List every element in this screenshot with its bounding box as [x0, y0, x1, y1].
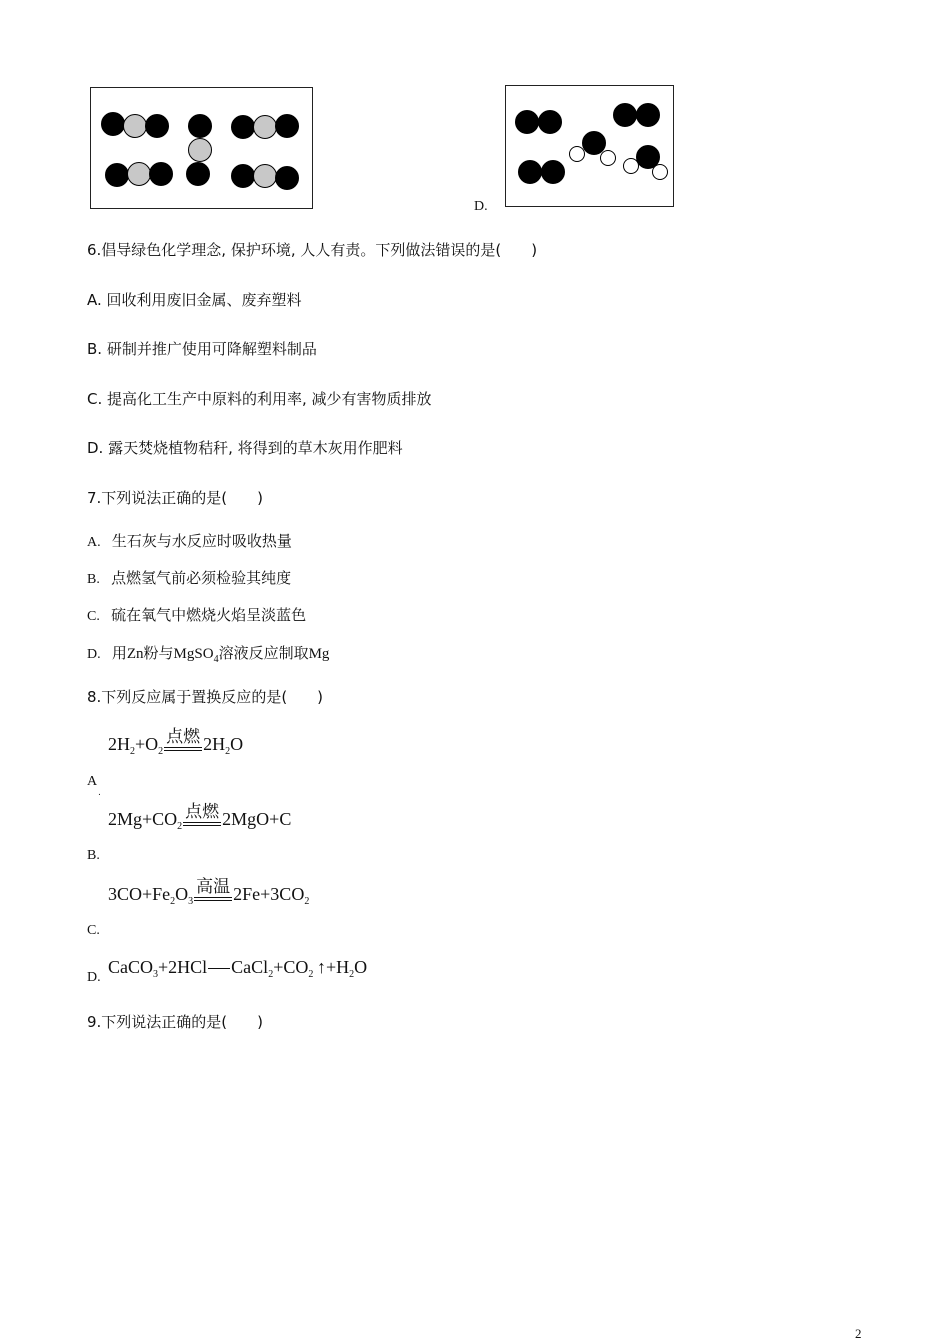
question-6-stem: 6.倡导绿色化学理念, 保护环境, 人人有责。下列做法错误的是( ) [87, 241, 538, 259]
page-number: 2 [855, 1326, 862, 1341]
equation-d: CaCO$_3$+2HCl $CaCl_2+CO_2$ $↑+H_2O$ [108, 957, 368, 980]
option-text: 用Zn粉与MgSO$_4$溶液反应制取Mg [111, 646, 330, 665]
question-9-stem: 9.下列说法正确的是( ) [87, 1013, 264, 1031]
stray-dot: . [98, 788, 101, 798]
question-8-option-b-letter: B. [87, 848, 100, 863]
question-8-option-c-letter: C. [87, 923, 100, 938]
question-6-option-c: C. 提高化工生产中原料的利用率, 减少有害物质排放 [87, 390, 432, 408]
option-letter: D. [87, 647, 101, 662]
question-8-stem: 8.下列反应属于置换反应的是( ) [87, 688, 324, 706]
option-letter: A. [87, 535, 101, 550]
question-8-option-a-letter: A [87, 774, 98, 789]
question-7-option-d [87, 642, 329, 665]
question-7-option-c [87, 604, 306, 625]
question-7-option-a [87, 530, 292, 551]
option-d-label-diagram: D. [474, 199, 488, 214]
reaction-condition: 高温 [194, 877, 232, 907]
molecule-diagram-left [90, 87, 313, 209]
molecule-diagram-right-svg [506, 86, 672, 205]
option-letter: C. [87, 609, 100, 624]
question-6-option-a: A. 回收利用废旧金属、废弃塑料 [87, 291, 302, 309]
option-text: 生石灰与水反应时吸收热量 [111, 534, 292, 550]
reaction-condition: 点燃 [183, 802, 221, 832]
question-8-option-d-letter: D. [87, 970, 101, 985]
molecule-diagram-left-svg [91, 88, 311, 207]
option-letter: B. [87, 572, 100, 587]
option-text: 硫在氧气中燃烧火焰呈淡蓝色 [111, 608, 307, 624]
question-7-option-b [87, 567, 291, 588]
question-6-option-d: D. 露天焚烧植物秸秆, 将得到的草木灰用作肥料 [87, 439, 403, 457]
molecule-diagram-right [505, 85, 674, 207]
option-text: 点燃氢气前必须检验其纯度 [111, 571, 292, 587]
equation-c: $3CO+Fe_2O_3$ 高温 $2Fe+3CO_2$ [108, 877, 310, 907]
question-7-stem: 7.下列说法正确的是( ) [87, 489, 264, 507]
question-6-option-b: B. 研制并推广使用可降解塑料制品 [87, 340, 317, 358]
equation-a: $2H_2+O_2$ 点燃 $2H_2O$ [108, 727, 244, 757]
reaction-condition: 点燃 [164, 727, 202, 757]
equation-b: $2Mg+CO_2$ 点燃 2MgO+C [108, 802, 292, 832]
